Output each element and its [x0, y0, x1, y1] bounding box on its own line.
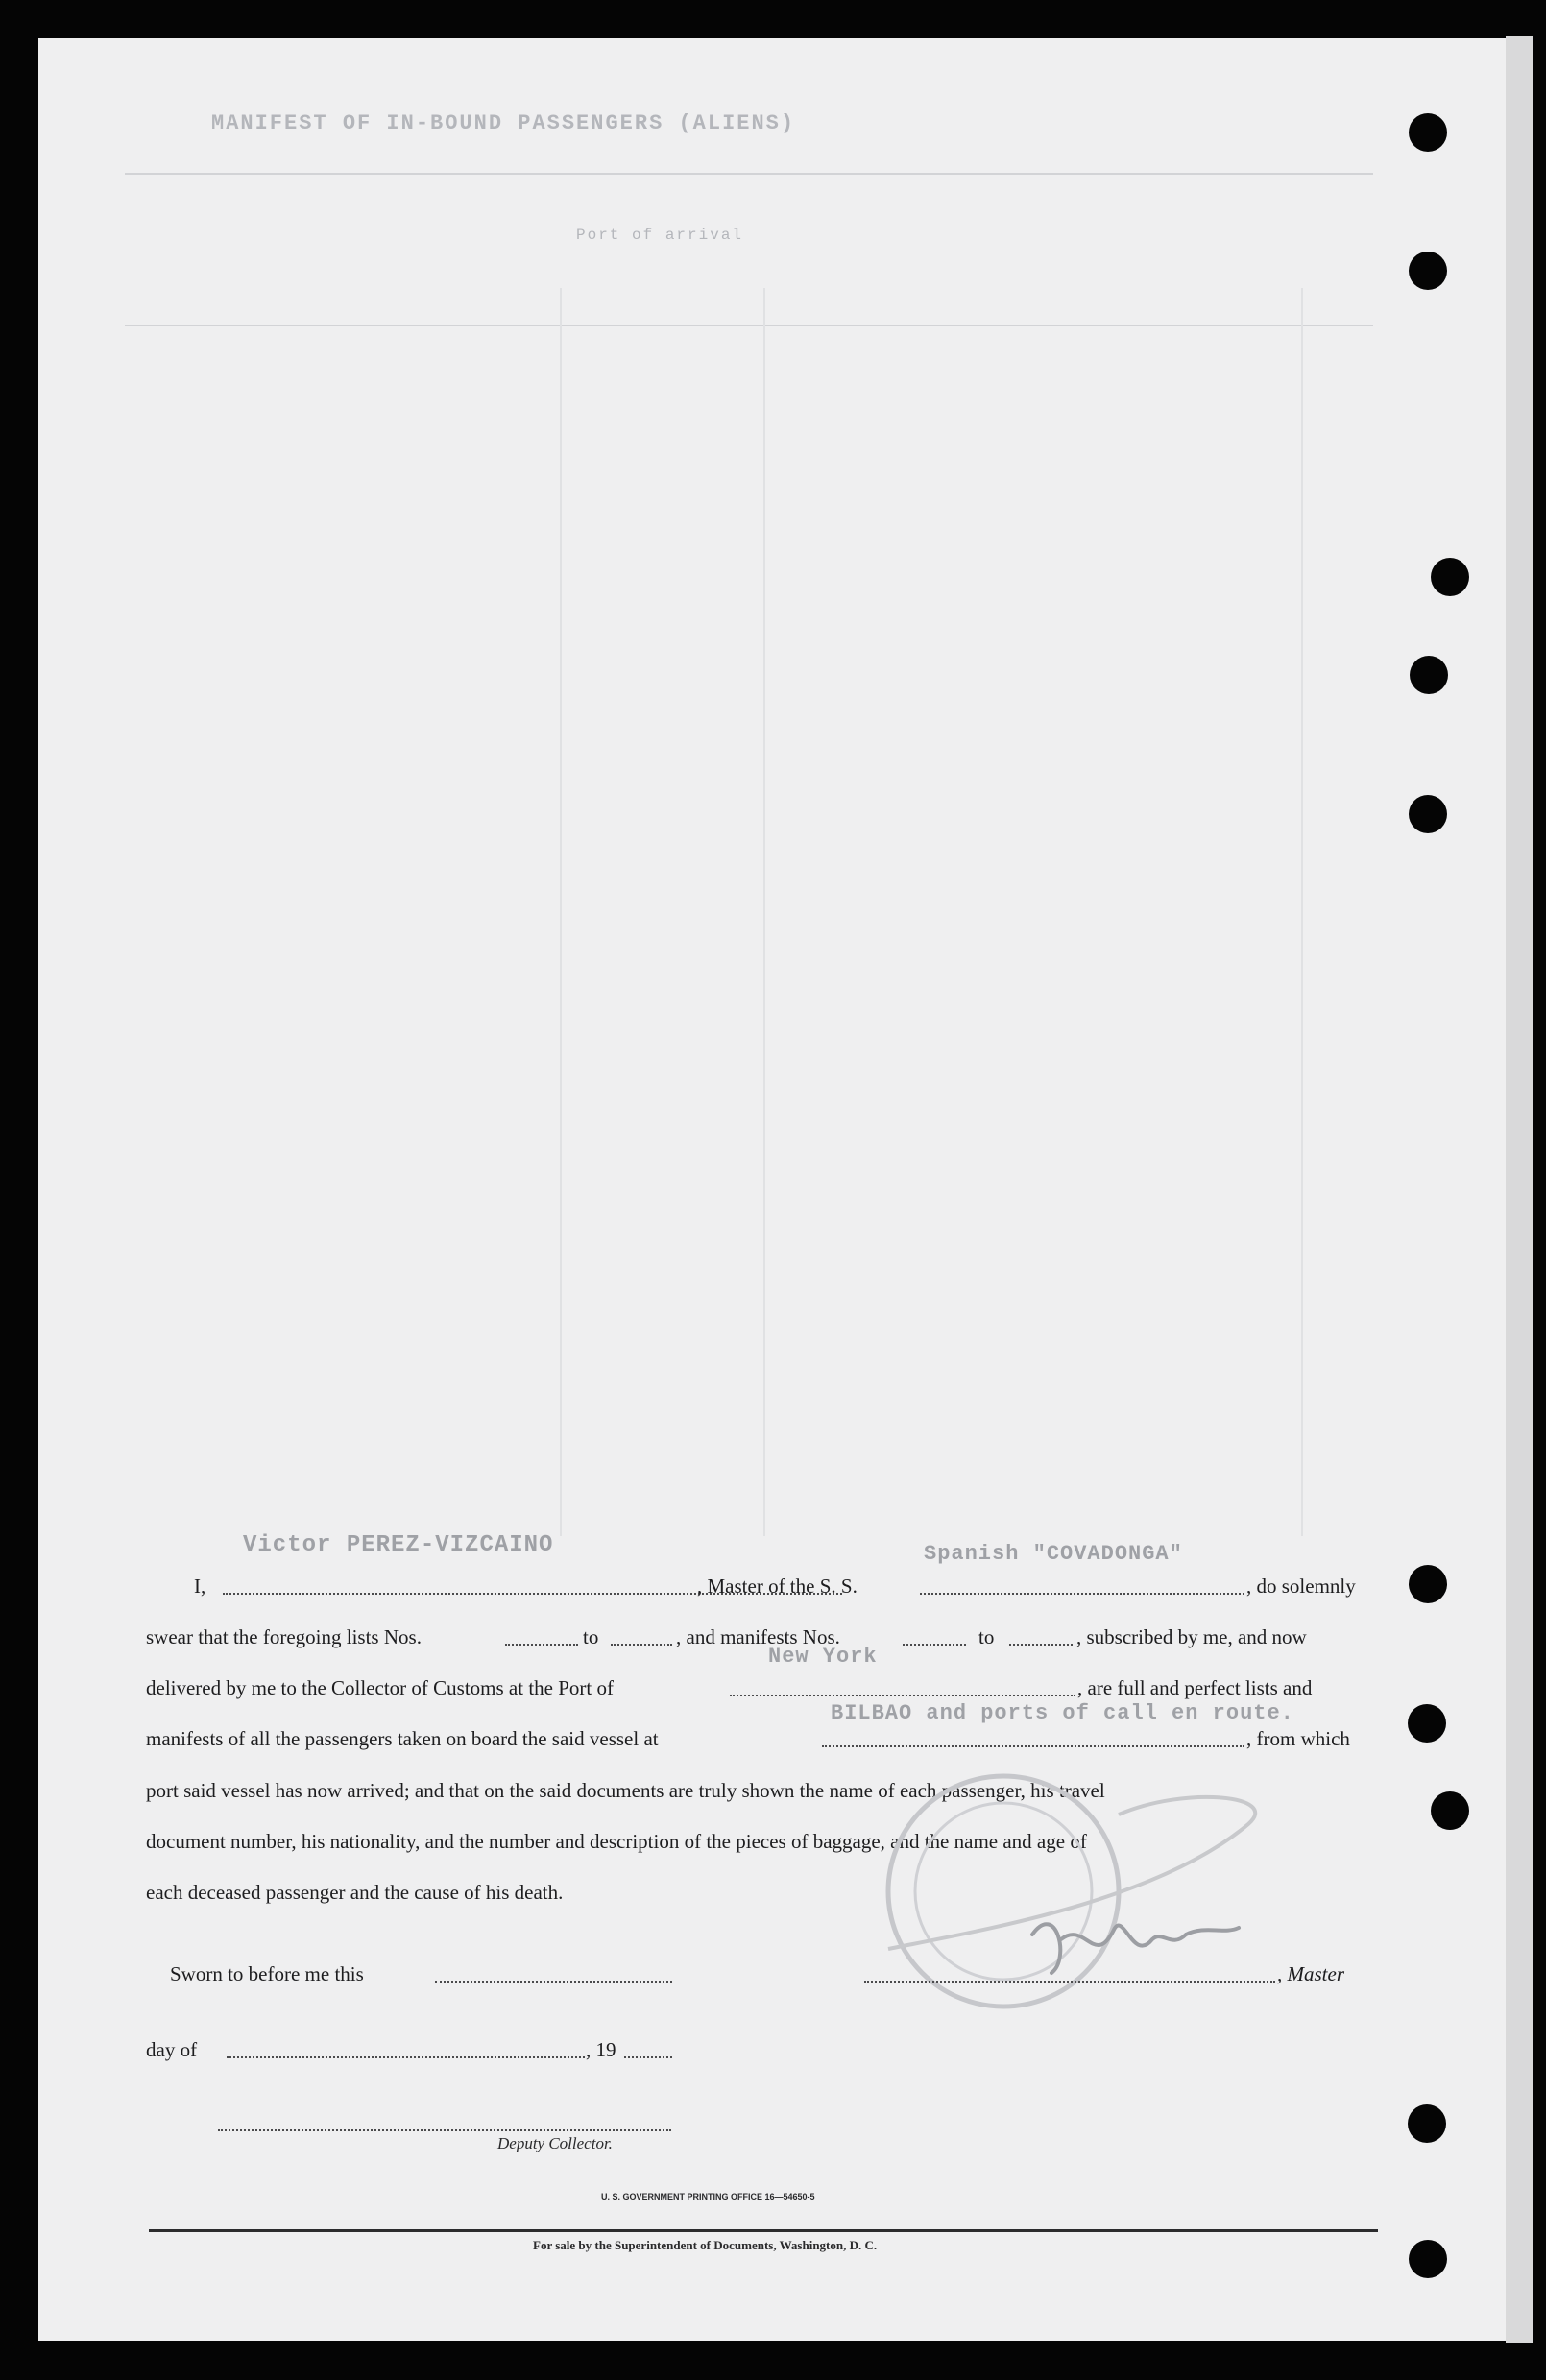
day-of-label: day of [146, 2038, 198, 2061]
punch-hole [1409, 252, 1447, 290]
year-label: , 19 [586, 2038, 616, 2061]
typed-vessel-name: Spanish "COVADONGA" [924, 1542, 1183, 1566]
bleed-through-header: MANIFEST OF IN-BOUND PASSENGERS (ALIENS) [211, 111, 796, 135]
master-label: , Master [1277, 1962, 1344, 1985]
punch-hole [1409, 113, 1447, 152]
day-of-field [227, 2056, 585, 2058]
bleed-through-column [560, 288, 562, 1536]
oath-text: , do solemnly [1246, 1575, 1356, 1598]
oath-line-3 [146, 1669, 1379, 1707]
punch-hole [1431, 558, 1469, 596]
punch-hole [1409, 2240, 1447, 2278]
bleed-through-column [1301, 288, 1303, 1536]
departure-port-field [822, 1745, 1244, 1747]
typed-master-name: Victor PEREZ-VIZCAINO [243, 1532, 554, 1558]
sworn-date-field [435, 1981, 672, 1983]
oath-text: , are full and perfect lists and [1077, 1676, 1313, 1699]
oath-text: I, [194, 1575, 206, 1598]
day-of-line [146, 2031, 1379, 2069]
oath-line-1 [146, 1567, 1379, 1605]
oath-text: to [583, 1625, 599, 1648]
port-field [730, 1695, 1075, 1696]
punch-hole [1409, 795, 1447, 833]
oath-text: document number, his nationality, and the number and description of the pieces of baggage, and the name and age of [146, 1830, 1087, 1853]
page-edge [1506, 36, 1533, 2343]
list-from-field [505, 1644, 578, 1646]
typed-port: New York [768, 1645, 878, 1669]
typed-departure-port: BILBAO and ports of call en route. [831, 1701, 1294, 1725]
oath-text: swear that the foregoing lists Nos. [146, 1625, 422, 1648]
master-signature-line [864, 1981, 1275, 1983]
manifest-to-field [1009, 1644, 1073, 1646]
deputy-collector-label: Deputy Collector. [497, 2134, 613, 2152]
bleed-through-column [763, 288, 765, 1536]
manifest-from-field [903, 1644, 966, 1646]
oath-text: , and manifests Nos. [676, 1625, 840, 1648]
year-field [624, 2056, 672, 2058]
for-sale-notice: For sale by the Superintendent of Documents, Washington, D. C. [533, 2238, 878, 2252]
oath-text: , from which [1246, 1727, 1350, 1750]
oath-text: delivered by me to the Collector of Customs at the Port of [146, 1676, 614, 1699]
oath-text: port said vessel has now arrived; and that on the said documents are truly shown the name of each passenger, his travel [146, 1779, 1105, 1802]
oath-text: , subscribed by me, and now [1076, 1625, 1307, 1648]
oath-text: manifests of all the passengers taken on board the said vessel at [146, 1727, 659, 1750]
oath-line-4 [146, 1719, 1379, 1758]
punch-hole [1409, 1565, 1447, 1603]
document-page [38, 38, 1506, 2341]
oath-text: , Master of the S. S. [697, 1575, 858, 1598]
bleed-through-rule [125, 173, 1373, 175]
punch-hole [1431, 1791, 1469, 1830]
sworn-line [146, 1955, 1379, 1993]
punch-hole [1408, 1704, 1446, 1743]
vessel-name-field [920, 1593, 1244, 1595]
bleed-through-subheader: Port of arrival [576, 227, 744, 244]
deputy-collector-line [218, 2129, 671, 2131]
footer-rule [149, 2229, 1378, 2232]
list-to-field [611, 1644, 672, 1646]
printing-office-imprint: U. S. GOVERNMENT PRINTING OFFICE 16—54650-5 [601, 2192, 815, 2201]
sworn-label: Sworn to before me this [170, 1962, 364, 1985]
punch-hole [1410, 656, 1448, 694]
oath-text: each deceased passenger and the cause of his death. [146, 1881, 564, 1904]
oath-text: to [978, 1625, 995, 1648]
bleed-through-rule [125, 325, 1373, 326]
punch-hole [1408, 2104, 1446, 2143]
oath-line-2 [146, 1618, 1379, 1656]
